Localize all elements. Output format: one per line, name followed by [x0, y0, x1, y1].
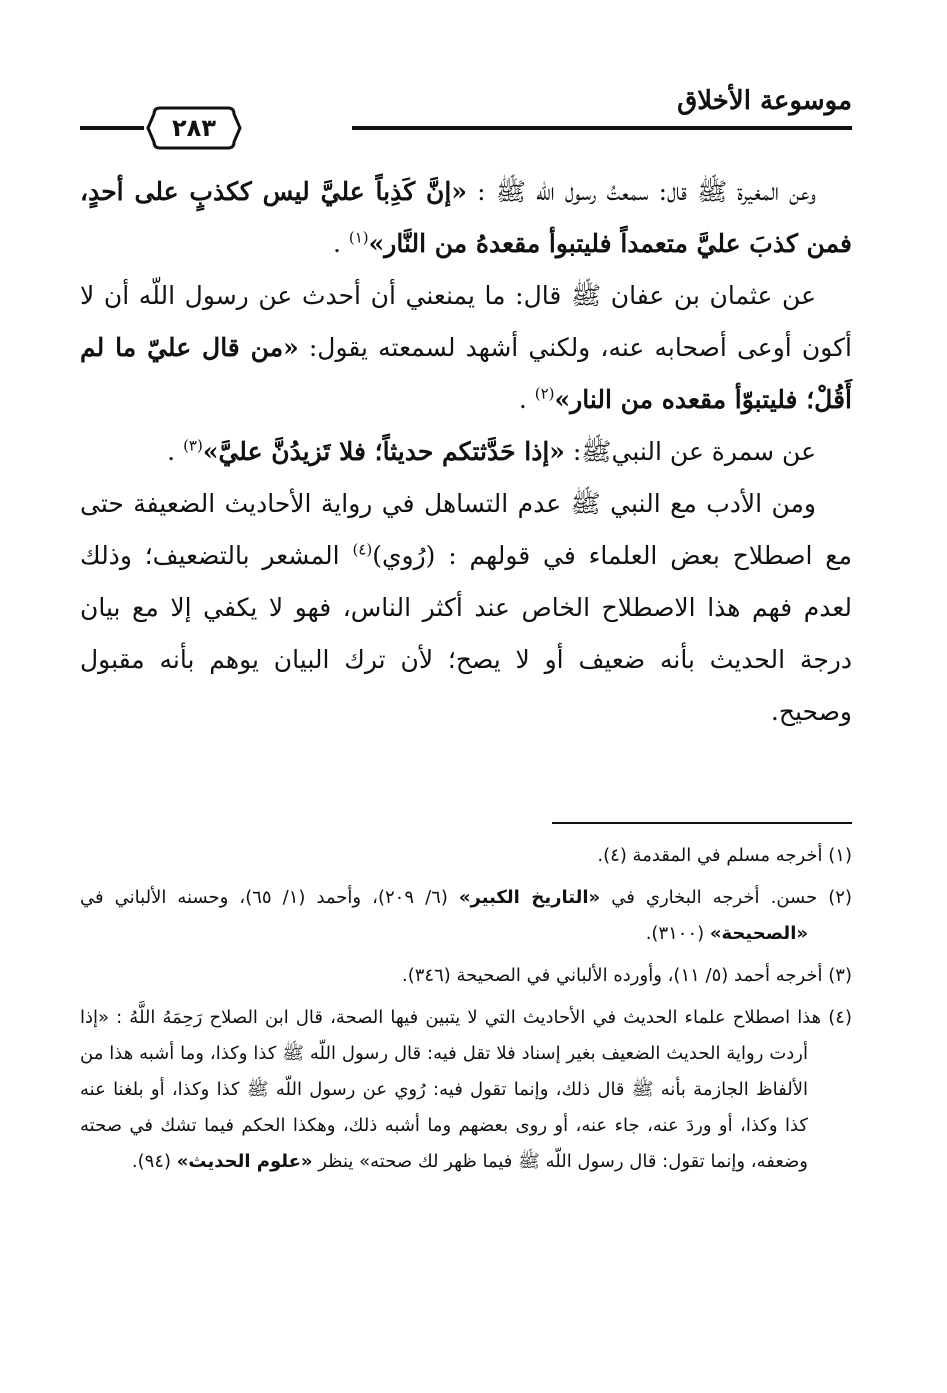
main-text [80, 166, 852, 738]
paragraph-text: عن سمرة عن النبيﷺ: [564, 437, 816, 466]
paragraph [80, 426, 852, 478]
footnote-ref: (٤) [352, 540, 373, 559]
footnote-ref: (٢) [534, 384, 555, 403]
paragraph [80, 478, 852, 738]
paragraph-end: . [332, 229, 349, 258]
page-header [70, 80, 852, 150]
paragraph [80, 270, 852, 426]
hadith-quote: «إذا حَدَّثتكم حديثاً؛ فلا تَزيدُنَّ عليَّ» [202, 437, 565, 466]
footnote-text: (٤) هذا اصطلاح علماء الحديث في الأحاديث التي لا يتبين فيها الصحة، قال ابن الصلاح رَحِمَهُ اللَّهُ : «إذا أردت رواية الحديث الضعيف بغير إسناد فلا تقل فيه: قال رسول اللّه ﷺ كذا وكذا، وما أشبه هذا من الألفاظ الجازمة بأنه ﷺ قال ذلك، وإنما تقول فيه: رُوي عن رسول اللّه ﷺ كذا وكذا، أو بلغنا عنه كذا وكذا، أو وردَ عنه، جاء عنه، أو روى بعضهم وما أشبه ذلك، وهكذا الحكم فيما تشك في صحته وضعفه، وإنما تقول: قال رسول اللّه ﷺ فيما ظهر لك صحته» ينظر [80, 1007, 852, 1172]
paragraph-end: . [518, 385, 535, 414]
footnote-ref: (٣) [183, 436, 203, 455]
book-title: «الصحيحة» [709, 923, 808, 944]
footnote [80, 880, 852, 952]
book-title: «التاريخ الكبير» [458, 887, 601, 908]
paragraph-text: وعن المغيرة ﷺ قال: سمعتُ رسول اللّه ﷺ : [466, 177, 816, 206]
paragraph-text: المشعر بالتضعيف؛ وذلك لعدم فهم هذا الاصطلاح الخاص عند أكثر الناس، فهو لا يكفي إلا مع بيان درجة الحديث بأنه ضعيف أو لا يصح؛ لأن ترك البيان يوهم بأنه مقبول وصحيح. [80, 541, 852, 726]
footnote-text: (٢) حسن. أخرجه البخاري في [600, 887, 852, 908]
paragraph-text: عن عثمان بن عفان ﷺ قال: ما يمنعني أن أحدث عن رسول اللّه أن لا أكون أوعى أصحابه عنه، ولكني أشهد لسمعته يقول: [80, 281, 852, 362]
footnote-text: (٦/ ٢٠٩)، وأحمد (١/ ٦٥)، وحسنه الألباني في [80, 887, 459, 908]
paragraph-end: . [167, 437, 184, 466]
footnote-ref: (١) [348, 228, 369, 247]
footnote-text: (٣١٠٠). [645, 923, 710, 944]
footnote [80, 1000, 852, 1180]
footnote-separator [552, 822, 852, 824]
running-title: موسوعة الأخلاق [677, 86, 852, 116]
footnotes [80, 838, 852, 1186]
header-rule-right [352, 126, 852, 130]
paragraph-text: ومن الأدب مع النبي ﷺ عدم التساهل في رواية الأحاديث الضعيفة حتى مع اصطلاح بعض العلماء في قولهم : (رُوي) [80, 489, 852, 570]
footnote: (١) أخرجه مسلم في المقدمة (٤). [597, 845, 852, 866]
book-title: «علوم الحديث» [176, 1151, 313, 1172]
page-number: ٢٨٣ [172, 114, 216, 142]
hadith-quote: «من قال عليّ ما لم أَقُلْ؛ فليتبوّأ مقعده من النار» [80, 333, 852, 414]
footnote: (٣) أخرجه أحمد (٥/ ١١)، وأورده الألباني في الصحيحة (٣٤٦). [401, 965, 852, 986]
footnote-text: (٩٤). [131, 1151, 177, 1172]
page-number-ornament [146, 106, 242, 150]
hadith-quote: «إنَّ كَذِباً عليَّ ليس ككذبٍ على أحدٍ، فمن كذبَ عليَّ متعمداً فليتبوأ مقعدهُ من النَّار» [80, 177, 852, 258]
header-rule-left [80, 126, 144, 130]
paragraph [80, 166, 852, 270]
